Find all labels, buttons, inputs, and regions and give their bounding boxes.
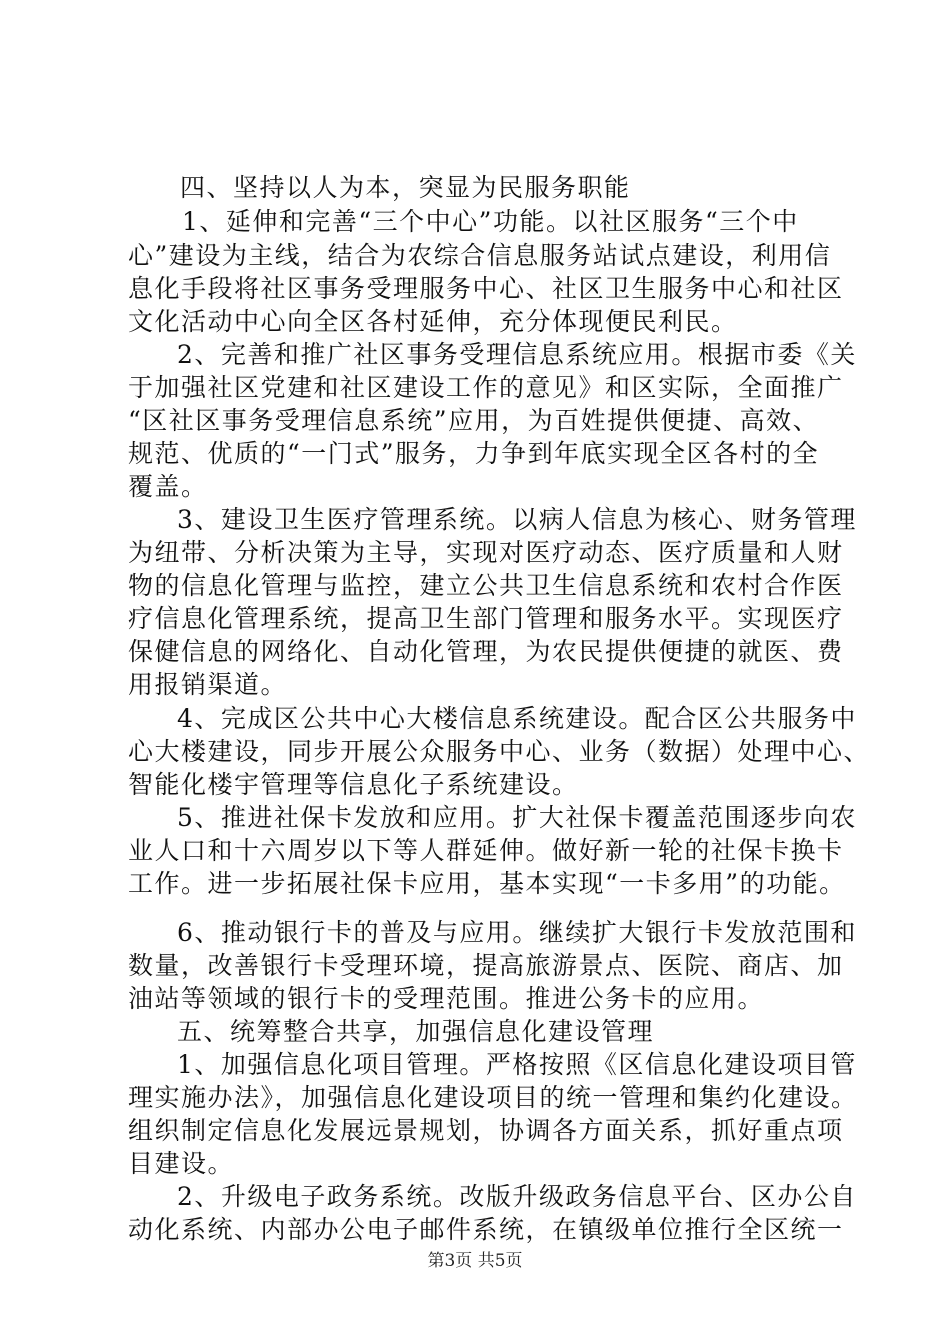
paragraph-line: 智能化楼宇管理等信息化子系统建设。 xyxy=(128,770,579,799)
section-heading-5: 五、统筹整合共享，加强信息化建设管理 xyxy=(177,1017,655,1046)
paragraph-line: 心”建设为主线，结合为农综合信息服务站试点建设，利用信 xyxy=(128,241,832,270)
page-footer xyxy=(0,1246,950,1271)
page-number: 第3页 共5页 xyxy=(427,1251,523,1271)
paragraph-line: 数量，改善银行卡受理环境，提高旅游景点、医院、商店、加 xyxy=(128,951,844,980)
paragraph-line: 物的信息化管理与监控，建立公共卫生信息系统和农村合作医 xyxy=(128,571,844,600)
paragraph-line: 1、加强信息化项目管理。严格按照《区信息化建设项目管 xyxy=(177,1050,857,1079)
paragraph-line: 业人口和十六周岁以下等人群延伸。做好新一轮的社保卡换卡 xyxy=(128,836,844,865)
paragraph-line: 心大楼建设，同步开展公众服务中心、业务（数据）处理中心、 xyxy=(128,737,871,766)
paragraph-line: 5、推进社保卡发放和应用。扩大社保卡覆盖范围逐步向农 xyxy=(177,803,857,832)
section-heading-4: 四、坚持以人为本，突显为民服务职能 xyxy=(180,173,631,202)
paragraph-line: 覆盖。 xyxy=(128,472,208,501)
paragraph-line: 规范、优质的“一门式”服务，力争到年底实现全区各村的全 xyxy=(128,439,820,468)
paragraph-line: 2、完善和推广社区事务受理信息系统应用。根据市委《关 xyxy=(177,340,857,369)
paragraph-line: 用报销渠道。 xyxy=(128,670,288,699)
paragraph-line: 文化活动中心向全区各村延伸，充分体现便民利民。 xyxy=(128,307,738,336)
paragraph-line: 工作。进一步拓展社保卡应用，基本实现“一卡多用”的功能。 xyxy=(128,869,846,898)
paragraph-line: 2、升级电子政务系统。改版升级政务信息平台、区办公自 xyxy=(177,1182,857,1211)
paragraph-line: 疗信息化管理系统，提高卫生部门管理和服务水平。实现医疗 xyxy=(128,604,844,633)
paragraph-line: 3、建设卫生医疗管理系统。以病人信息为核心、财务管理 xyxy=(177,505,857,534)
paragraph-line: 4、完成区公共中心大楼信息系统建设。配合区公共服务中 xyxy=(177,704,857,733)
paragraph-line: 为纽带、分析决策为主导，实现对医疗动态、医疗质量和人财 xyxy=(128,538,844,567)
paragraph-line: 保健信息的网络化、自动化管理，为农民提供便捷的就医、费 xyxy=(128,637,844,666)
paragraph-line: 目建设。 xyxy=(128,1149,235,1178)
paragraph-line: 理实施办法》，加强信息化建设项目的统一管理和集约化建设。 xyxy=(128,1083,858,1112)
paragraph-line: 6、推动银行卡的普及与应用。继续扩大银行卡发放范围和 xyxy=(177,918,857,947)
paragraph-line: 组织制定信息化发展远景规划，协调各方面关系，抓好重点项 xyxy=(128,1116,844,1145)
paragraph-line: 1、延伸和完善“三个中心”功能。以社区服务“三个中 xyxy=(182,207,799,236)
paragraph-line: “区社区事务受理信息系统”应用，为百姓提供便捷、高效、 xyxy=(128,406,820,435)
paragraph-line: 于加强社区党建和社区建设工作的意见》和区实际，全面推广 xyxy=(128,373,844,402)
paragraph-line: 息化手段将社区事务受理服务中心、社区卫生服务中心和社区 xyxy=(128,274,844,303)
paragraph-line: 动化系统、内部办公电子邮件系统，在镇级单位推行全区统一 xyxy=(128,1215,844,1244)
paragraph-line: 油站等领域的银行卡的受理范围。推进公务卡的应用。 xyxy=(128,984,765,1013)
